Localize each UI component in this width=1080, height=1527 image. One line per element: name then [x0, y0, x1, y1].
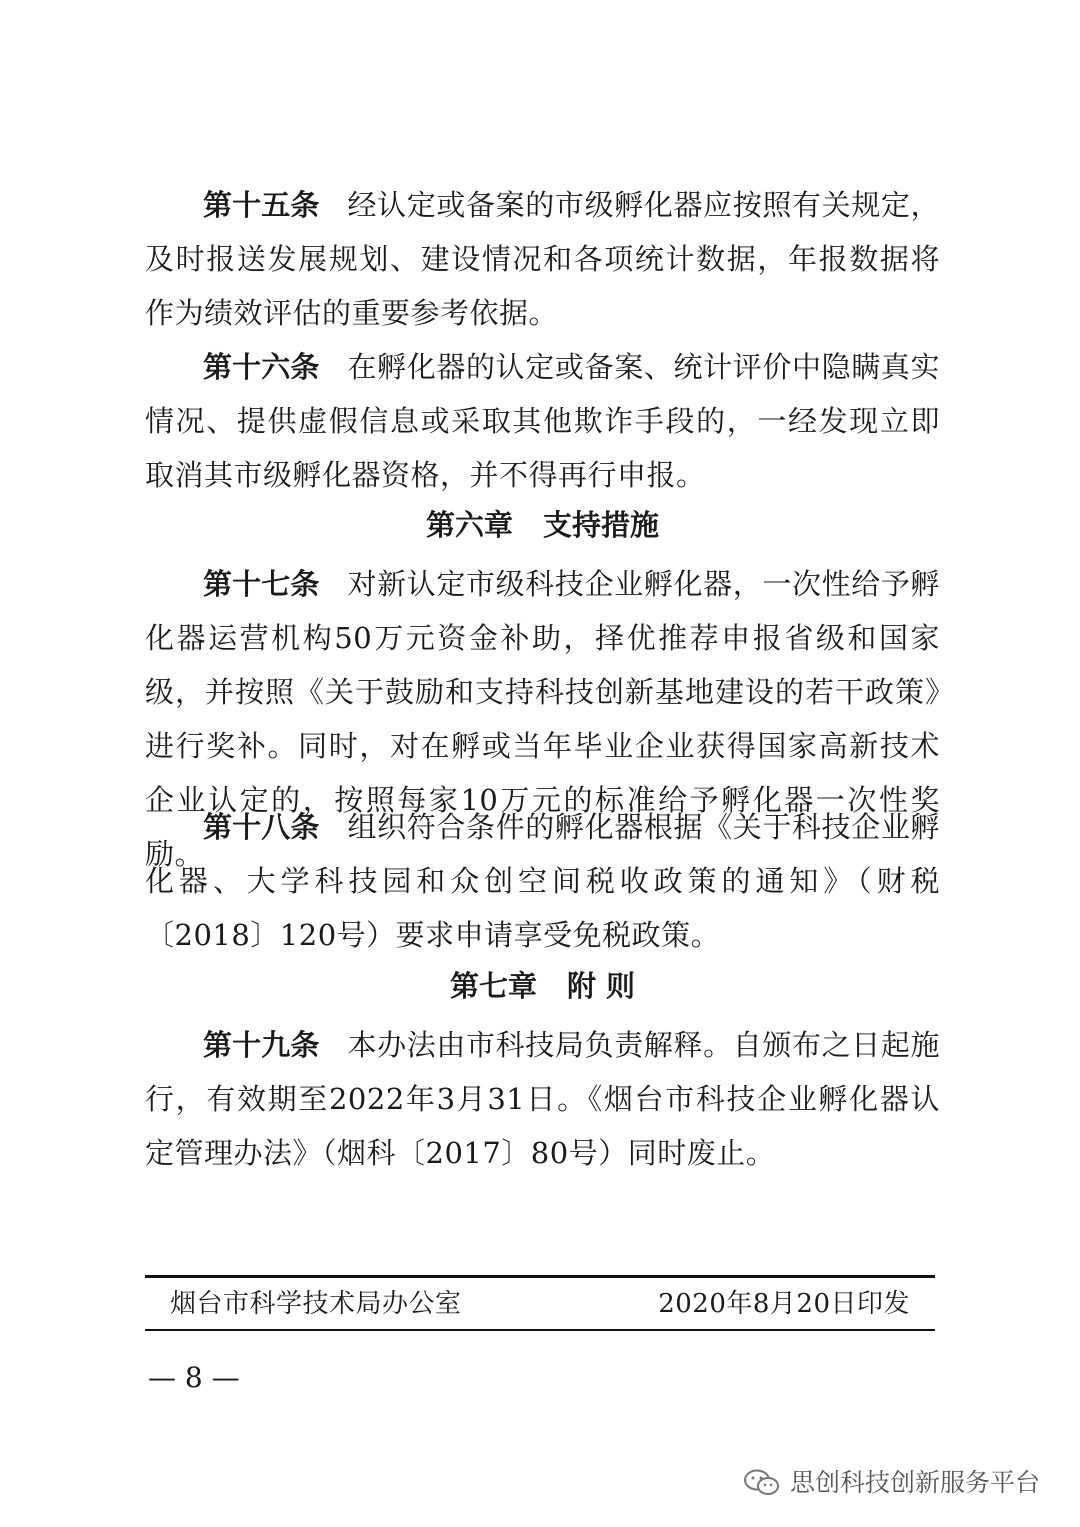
- article-text: 在孵化器的认定或备案、统计评价中隐瞒真实情况、提供虚假信息或采取其他欺诈手段的，一经发现立即取消其市级孵化器资格，并不得再行申报。: [145, 350, 940, 492]
- article-label: 第十五条: [203, 188, 320, 222]
- chapter-heading-7: [145, 966, 940, 1006]
- watermark-text: 思创科技创新服务平台: [789, 1468, 1040, 1497]
- chapter-title: 附 则: [566, 969, 636, 1003]
- chapter-number: 第六章: [425, 508, 513, 542]
- footer-top-rule: [145, 1275, 935, 1278]
- article-16: [145, 340, 940, 502]
- issuer-name: 烟台市科学技术局办公室: [170, 1289, 462, 1319]
- chapter-title: 支持措施: [543, 508, 660, 542]
- article-15: [145, 178, 940, 340]
- article-19: [145, 1018, 940, 1180]
- article-label: 第十八条: [203, 810, 320, 844]
- chapter-heading-6: [145, 505, 940, 545]
- article-18: [145, 800, 940, 962]
- page-number: — 8 —: [148, 1361, 240, 1394]
- article-text: 组织符合条件的孵化器根据《关于科技企业孵化器、大学科技园和众创空间税收政策的通知》（财税〔2018〕120号）要求申请享受免税政策。: [145, 810, 940, 952]
- article-text: 对新认定市级科技企业孵化器，一次性给予孵化器运营机构50万元资金补助，择优推荐申报省级和国家级，并按照《关于鼓励和支持科技创新基地建设的若干政策》进行奖补。同时，对在孵或当年毕业企业获得国家高新技术企业认定的，按照每家10万元的标准给予孵化器一次性奖励。: [145, 567, 940, 871]
- watermark: [742, 1465, 1040, 1501]
- footer-bottom-rule: [145, 1329, 935, 1331]
- article-label: 第十九条: [203, 1028, 320, 1062]
- article-label: 第十六条: [203, 350, 320, 384]
- wechat-icon: [742, 1468, 782, 1498]
- article-label: 第十七条: [203, 567, 320, 601]
- article-text: 本办法由市科技局负责解释。自颁布之日起施行，有效期至2022年3月31日。《烟台市科技企业孵化器认定管理办法》（烟科〔2017〕80号）同时废止。: [145, 1028, 940, 1170]
- issue-date: 2020年8月20日印发: [658, 1289, 910, 1319]
- article-text: 经认定或备案的市级孵化器应按照有关规定，及时报送发展规划、建设情况和各项统计数据，年报数据将作为绩效评估的重要参考依据。: [145, 188, 940, 330]
- chapter-number: 第七章: [449, 969, 537, 1003]
